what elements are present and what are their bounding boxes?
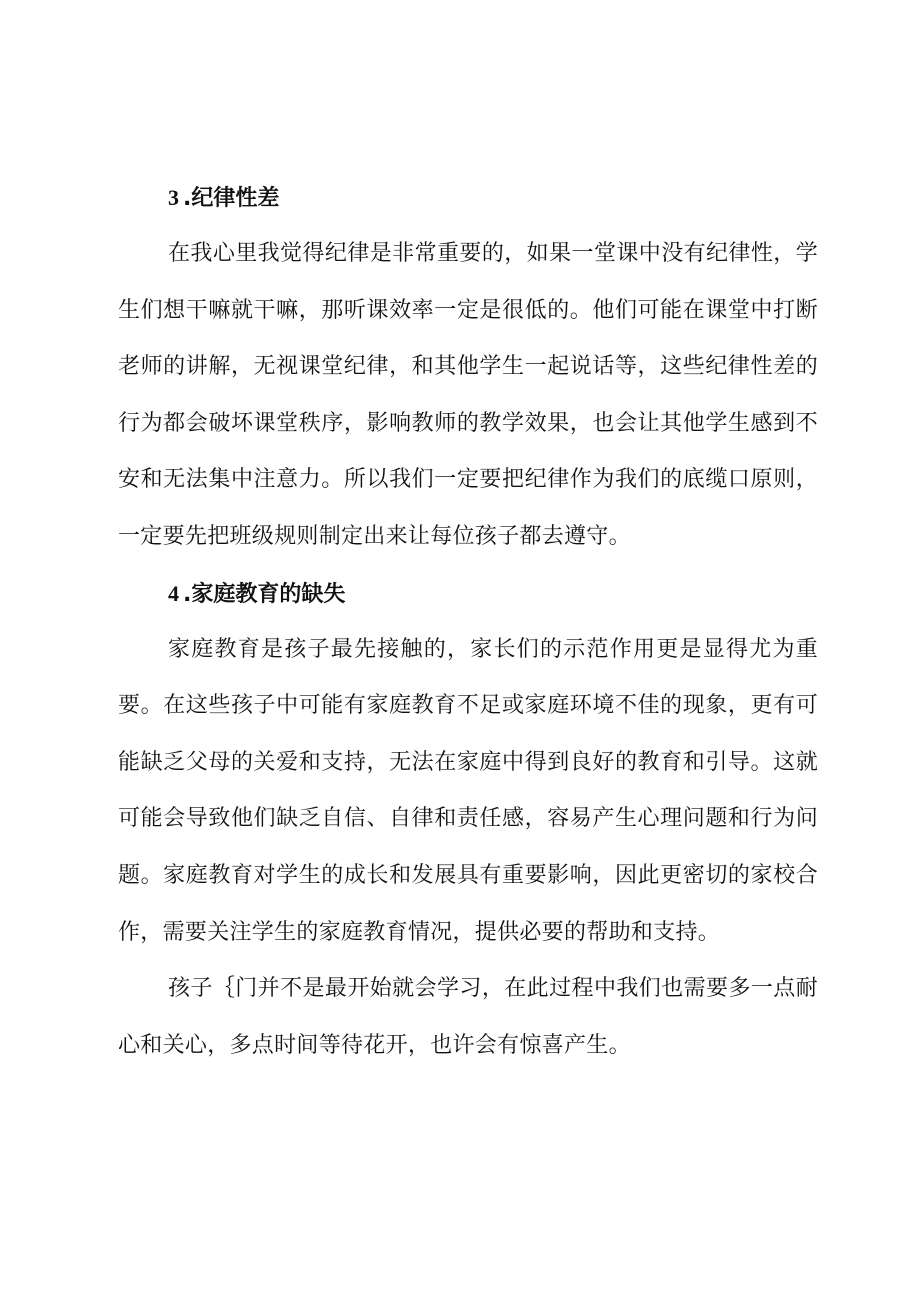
section-paragraph-family-education: 家庭教育是孩子最先接触的，家长们的示范作用更是显得尤为重要。在这些孩子中可能有家庭教育不足或家庭环境不佳的现象，更有可能缺乏父母的关爱和支持，无法在家庭中得到良好的教育和引导。这就可能会导致他们缺乏自信、自律和责任感，容易产生心理问题和行为问题。家庭教育对学生的成长和发展具有重要影响，因此更密切的家校合作，需要关注学生的家庭教育情况，提供必要的帮助和支持。	[118, 636, 818, 945]
document-body	[118, 170, 818, 1074]
section-paragraph-discipline: 在我心里我觉得纪律是非常重要的，如果一堂课中没有纪律性，学生们想干嘛就干嘛，那听课效率一定是很低的。他们可能在课堂中打断老师的讲解，无视课堂纪律，和其他学生一起说话等，这些纪律性差的行为都会破坏课堂秩序，影响教师的教学效果，也会让其他学生感到不安和无法集中注意力。所以我们一定要把纪律作为我们的底缆口原则，一定要先把班级规则制定出来让每位孩子都去遵守。	[118, 241, 818, 549]
section-number: 4	[168, 580, 179, 606]
section-heading-discipline	[118, 170, 818, 226]
section-number: 3	[168, 185, 179, 210]
section-title: .纪律性差	[183, 186, 280, 211]
closing-paragraph: 孩子｛门并不是最开始就会学习，在此过程中我们也需要多一点耐心和关心，多点时间等待花开，也许会有惊喜产生。	[118, 976, 818, 1058]
section-heading-family-education	[118, 566, 818, 622]
section-title: .家庭教育的缺失	[183, 581, 346, 607]
